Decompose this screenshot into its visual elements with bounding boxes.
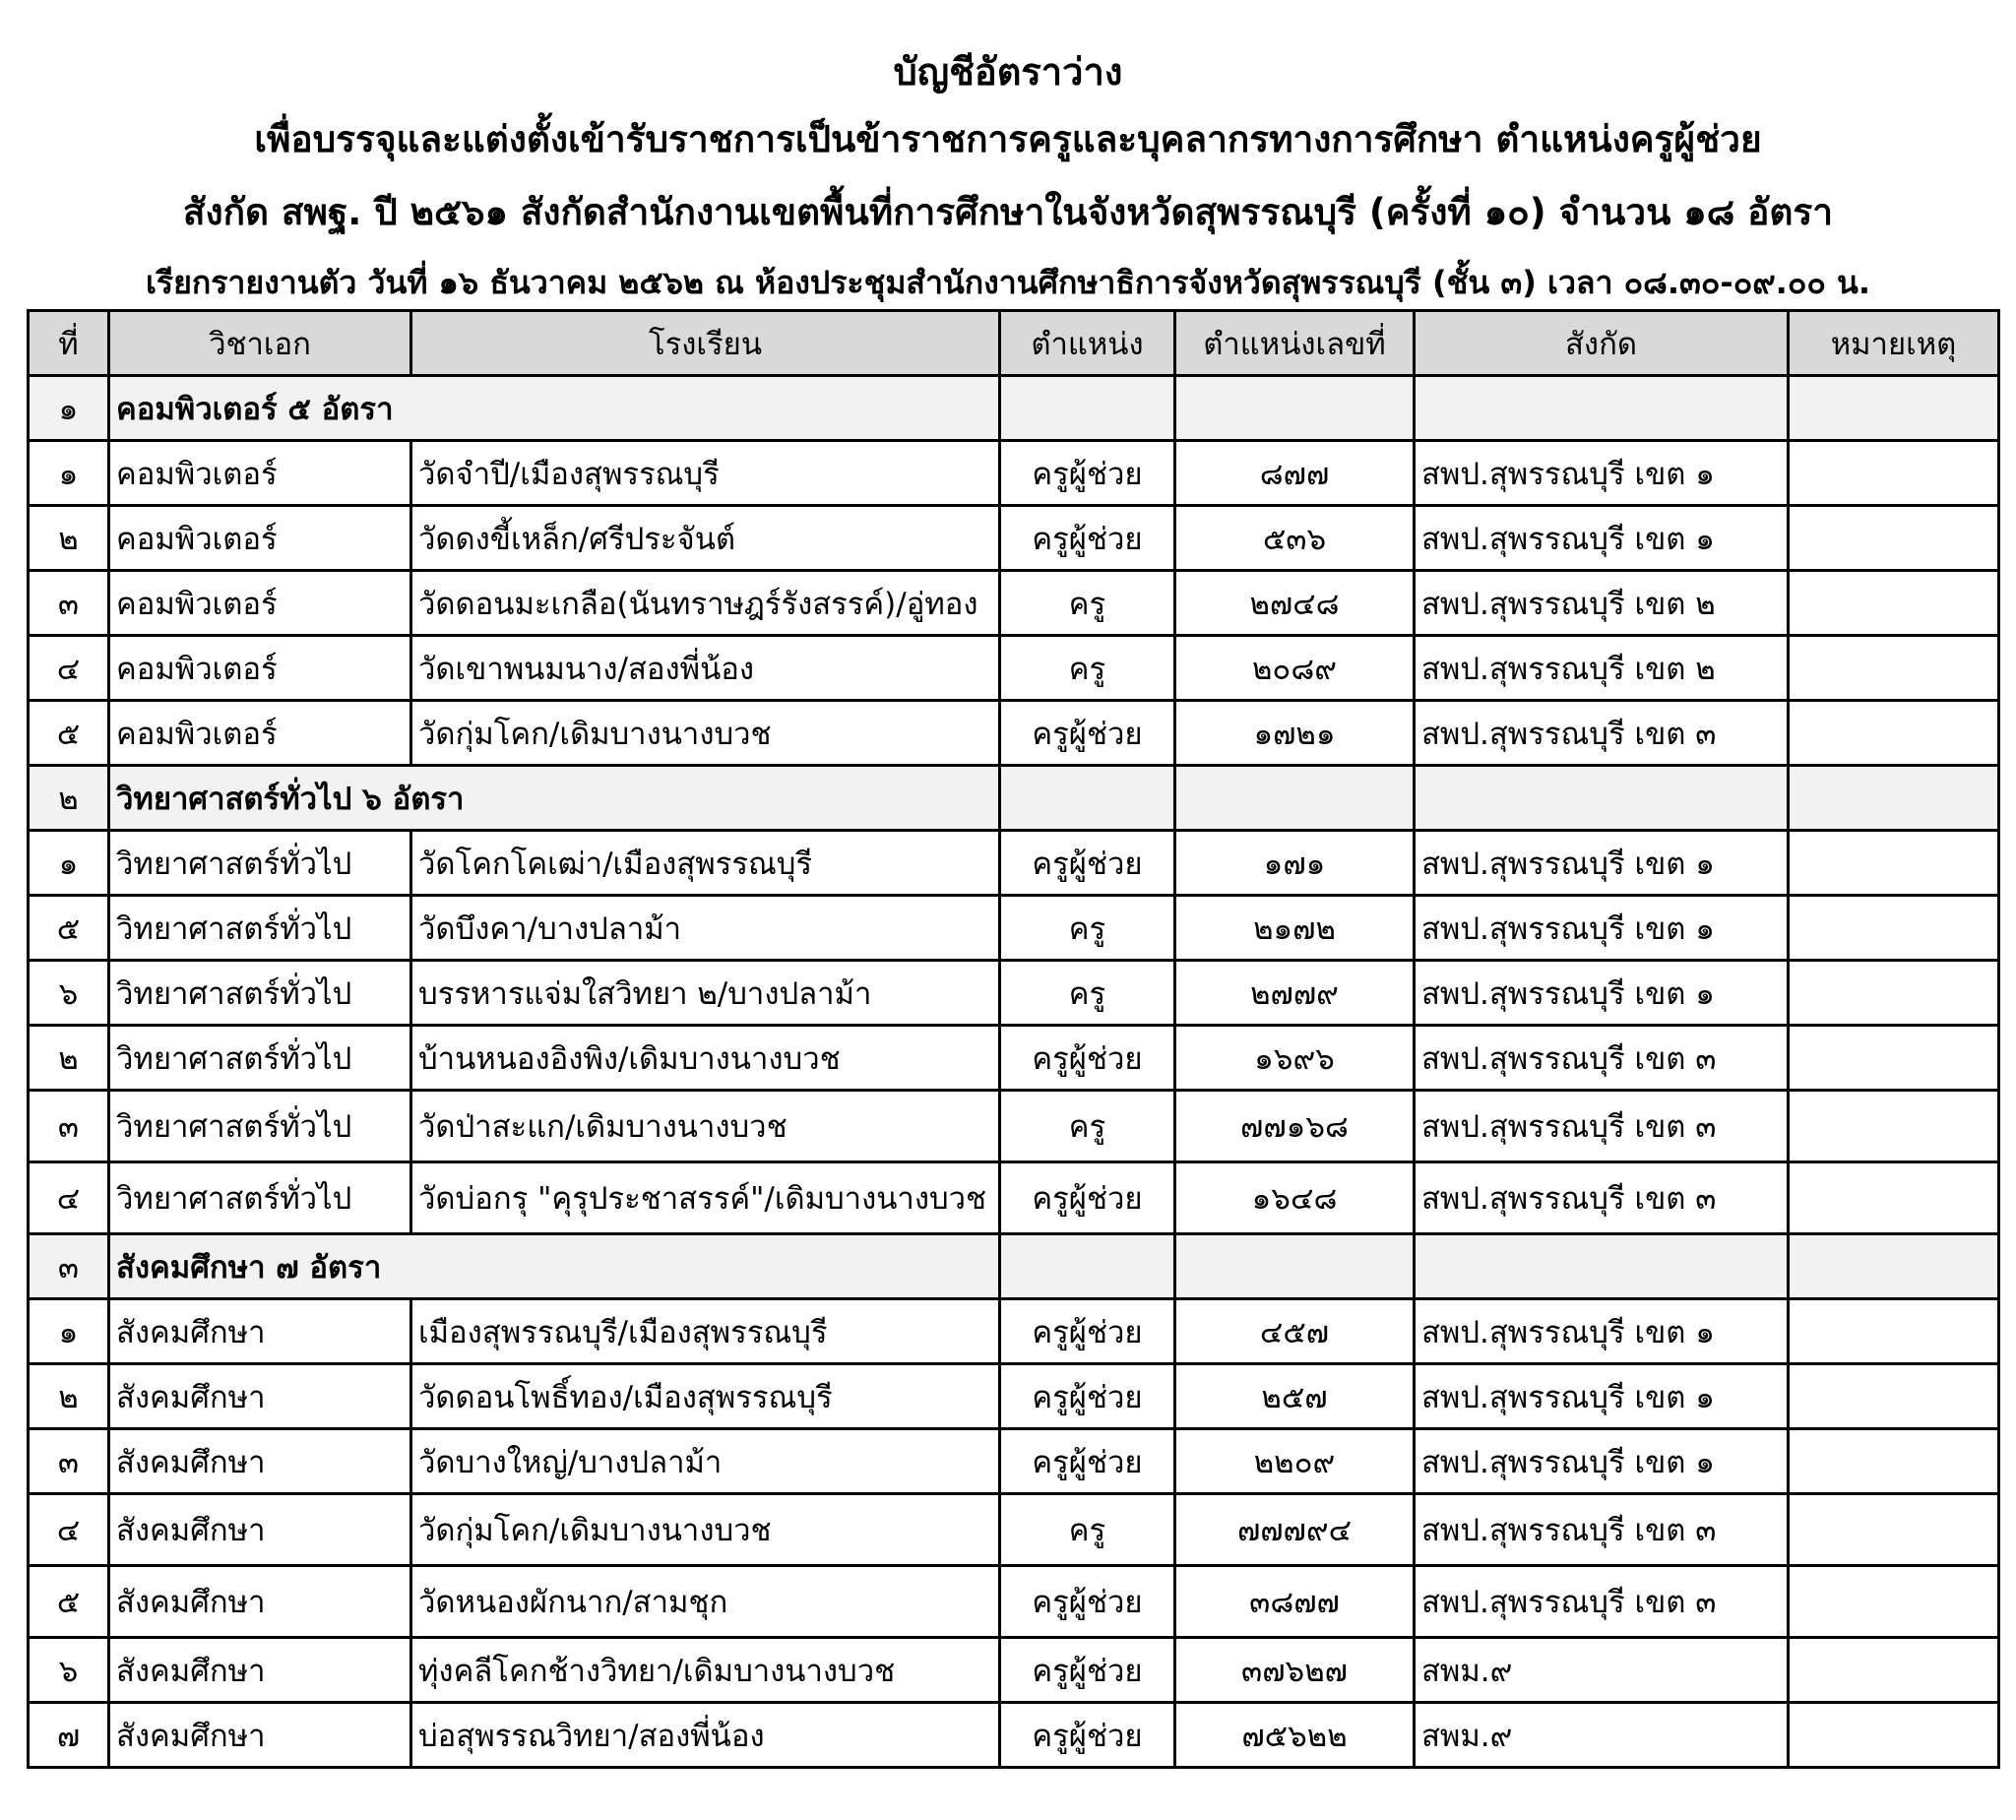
cell-note [1789, 1299, 1999, 1364]
cell-no: ๓ [29, 1429, 109, 1494]
group-title: คอมพิวเตอร์ ๕ อัตรา [109, 376, 1000, 441]
cell-position-no: ๑๗๒๑ [1175, 701, 1415, 766]
col-header-school: โรงเรียน [411, 311, 1000, 376]
cell-school: บรรหารแจ่มใสวิทยา ๒/บางปลาม้า [411, 961, 1000, 1026]
table-header-row [29, 311, 1999, 376]
cell-position: ครูผู้ช่วย [1000, 441, 1175, 506]
empty-cell [1000, 1234, 1175, 1299]
cell-no: ๔ [29, 1162, 109, 1234]
cell-position-no: ๑๖๙๖ [1175, 1026, 1415, 1091]
cell-office: สพป.สุพรรณบุรี เขต ๓ [1415, 1566, 1789, 1638]
cell-position: ครูผู้ช่วย [1000, 1026, 1175, 1091]
cell-school: วัดบ่อกรุ "คุรุประชาสรรค์"/เดิมบางนางบวช [411, 1162, 1000, 1234]
cell-major: วิทยาศาสตร์ทั่วไป [109, 831, 411, 896]
cell-major: วิทยาศาสตร์ทั่วไป [109, 961, 411, 1026]
cell-position-no: ๑๖๔๘ [1175, 1162, 1415, 1234]
table-row [29, 1566, 1999, 1638]
cell-office: สพป.สุพรรณบุรี เขต ๑ [1415, 1429, 1789, 1494]
cell-office: สพป.สุพรรณบุรี เขต ๓ [1415, 1091, 1789, 1162]
cell-no: ๕ [29, 1566, 109, 1638]
cell-major: วิทยาศาสตร์ทั่วไป [109, 1026, 411, 1091]
cell-position-no: ๒๒๐๙ [1175, 1429, 1415, 1494]
cell-no: ๓ [29, 571, 109, 636]
document-title: บัญชีอัตราว่าง [893, 50, 1123, 94]
cell-school: วัดบึงคา/บางปลาม้า [411, 896, 1000, 961]
cell-school: วัดดอนมะเกลือ(นันทราษฎร์รังสรรค์)/อู่ทอง [411, 571, 1000, 636]
table-row [29, 1162, 1999, 1234]
cell-school: วัดดงขี้เหล็ก/ศรีประจันต์ [411, 506, 1000, 571]
cell-position: ครูผู้ช่วย [1000, 701, 1175, 766]
cell-school: วัดดอนโพธิ์ทอง/เมืองสุพรรณบุรี [411, 1364, 1000, 1429]
cell-note [1789, 1162, 1999, 1234]
table-row [29, 1703, 1999, 1768]
table-row [29, 1299, 1999, 1364]
cell-note [1789, 1638, 1999, 1703]
document-subtitle: เพื่อบรรจุและแต่งตั้งเข้ารับราชการเป็นข้าราชการครูและบุคลากรทางการศึกษา ตำแหน่งครูผู้ช่วย [254, 118, 1762, 160]
cell-no: ๗ [29, 1703, 109, 1768]
cell-no: ๑ [29, 441, 109, 506]
cell-note [1789, 1429, 1999, 1494]
cell-position-no: ๕๓๖ [1175, 506, 1415, 571]
table-row [29, 636, 1999, 701]
empty-cell [1789, 376, 1999, 441]
cell-office: สพป.สุพรรณบุรี เขต ๒ [1415, 571, 1789, 636]
cell-no: ๑ [29, 1299, 109, 1364]
table-row [29, 1026, 1999, 1091]
cell-position: ครู [1000, 1494, 1175, 1566]
cell-position-no: ๗๗๗๙๔ [1175, 1494, 1415, 1566]
cell-note [1789, 441, 1999, 506]
table-row [29, 1494, 1999, 1566]
cell-major: คอมพิวเตอร์ [109, 571, 411, 636]
cell-position: ครูผู้ช่วย [1000, 831, 1175, 896]
cell-note [1789, 571, 1999, 636]
cell-note [1789, 636, 1999, 701]
cell-note [1789, 701, 1999, 766]
cell-school: บ่อสุพรรณวิทยา/สองพี่น้อง [411, 1703, 1000, 1768]
cell-no: ๓ [29, 1091, 109, 1162]
cell-no: ๒ [29, 506, 109, 571]
group-header-row [29, 1234, 1999, 1299]
cell-position: ครู [1000, 961, 1175, 1026]
report-schedule: เรียกรายงานตัว วันที่ ๑๖ ธันวาคม ๒๕๖๒ ณ ห้องประชุมสำนักงานศึกษาธิการจังหวัดสุพรรณบุรี (ชั้น ๓) เวลา ๐๘.๓๐-๐๙.๐๐ น. [145, 264, 1871, 301]
cell-note [1789, 961, 1999, 1026]
table-row [29, 1638, 1999, 1703]
cell-school: บ้านหนองอิงพิง/เดิมบางนางบวช [411, 1026, 1000, 1091]
col-header-major: วิชาเอก [109, 311, 411, 376]
cell-no: ๖ [29, 1638, 109, 1703]
empty-cell [1175, 766, 1415, 831]
cell-note [1789, 831, 1999, 896]
cell-office: สพป.สุพรรณบุรี เขต ๑ [1415, 1364, 1789, 1429]
empty-cell [1415, 376, 1789, 441]
table-row [29, 1429, 1999, 1494]
cell-no: ๕ [29, 701, 109, 766]
cell-no: ๒ [29, 1364, 109, 1429]
cell-office: สพม.๙ [1415, 1703, 1789, 1768]
cell-office: สพป.สุพรรณบุรี เขต ๒ [1415, 636, 1789, 701]
cell-school: วัดบางใหญ่/บางปลาม้า [411, 1429, 1000, 1494]
cell-no: ๑ [29, 831, 109, 896]
col-header-position: ตำแหน่ง [1000, 311, 1175, 376]
cell-position-no: ๓๘๗๗ [1175, 1566, 1415, 1638]
cell-office: สพป.สุพรรณบุรี เขต ๓ [1415, 701, 1789, 766]
cell-major: วิทยาศาสตร์ทั่วไป [109, 1162, 411, 1234]
cell-position-no: ๒๐๘๙ [1175, 636, 1415, 701]
group-no: ๓ [29, 1234, 109, 1299]
cell-school: วัดจำปี/เมืองสุพรรณบุรี [411, 441, 1000, 506]
col-header-position-no: ตำแหน่งเลขที่ [1175, 311, 1415, 376]
cell-office: สพป.สุพรรณบุรี เขต ๑ [1415, 441, 1789, 506]
group-no: ๒ [29, 766, 109, 831]
cell-school: วัดหนองผักนาก/สามชุก [411, 1566, 1000, 1638]
cell-position-no: ๒๗๗๙ [1175, 961, 1415, 1026]
cell-office: สพป.สุพรรณบุรี เขต ๑ [1415, 896, 1789, 961]
cell-office: สพป.สุพรรณบุรี เขต ๓ [1415, 1494, 1789, 1566]
cell-office: สพม.๙ [1415, 1638, 1789, 1703]
table-row [29, 896, 1999, 961]
cell-office: สพป.สุพรรณบุรี เขต ๑ [1415, 831, 1789, 896]
table-row [29, 701, 1999, 766]
cell-major: สังคมศึกษา [109, 1494, 411, 1566]
vacancy-table [27, 309, 2000, 1769]
cell-position: ครูผู้ช่วย [1000, 1638, 1175, 1703]
empty-cell [1000, 376, 1175, 441]
cell-note [1789, 1566, 1999, 1638]
cell-position-no: ๓๗๖๒๗ [1175, 1638, 1415, 1703]
cell-note [1789, 1091, 1999, 1162]
group-header-row [29, 766, 1999, 831]
cell-note [1789, 896, 1999, 961]
cell-position-no: ๔๕๗ [1175, 1299, 1415, 1364]
cell-school: วัดกุ่มโคก/เดิมบางนางบวช [411, 1494, 1000, 1566]
cell-major: คอมพิวเตอร์ [109, 506, 411, 571]
empty-cell [1000, 766, 1175, 831]
cell-school: วัดกุ่มโคก/เดิมบางนางบวช [411, 701, 1000, 766]
group-header-row [29, 376, 1999, 441]
col-header-office: สังกัด [1415, 311, 1789, 376]
empty-cell [1175, 376, 1415, 441]
cell-office: สพป.สุพรรณบุรี เขต ๓ [1415, 1026, 1789, 1091]
table-row [29, 831, 1999, 896]
cell-note [1789, 1494, 1999, 1566]
cell-office: สพป.สุพรรณบุรี เขต ๓ [1415, 1162, 1789, 1234]
cell-major: วิทยาศาสตร์ทั่วไป [109, 1091, 411, 1162]
cell-school: วัดเขาพนมนาง/สองพี่น้อง [411, 636, 1000, 701]
cell-position: ครู [1000, 571, 1175, 636]
group-title: สังคมศึกษา ๗ อัตรา [109, 1234, 1000, 1299]
cell-major: คอมพิวเตอร์ [109, 441, 411, 506]
cell-school: ทุ่งคลีโคกช้างวิทยา/เดิมบางนางบวช [411, 1638, 1000, 1703]
cell-major: สังคมศึกษา [109, 1638, 411, 1703]
empty-cell [1789, 1234, 1999, 1299]
cell-major: สังคมศึกษา [109, 1566, 411, 1638]
col-header-note: หมายเหตุ [1789, 311, 1999, 376]
table-row [29, 961, 1999, 1026]
cell-note [1789, 1026, 1999, 1091]
table-row [29, 506, 1999, 571]
table-row [29, 441, 1999, 506]
cell-position-no: ๗๗๑๖๘ [1175, 1091, 1415, 1162]
empty-cell [1789, 766, 1999, 831]
cell-position: ครูผู้ช่วย [1000, 1162, 1175, 1234]
cell-position: ครู [1000, 896, 1175, 961]
cell-school: เมืองสุพรรณบุรี/เมืองสุพรรณบุรี [411, 1299, 1000, 1364]
empty-cell [1415, 766, 1789, 831]
cell-position: ครูผู้ช่วย [1000, 1299, 1175, 1364]
cell-position-no: ๗๕๖๒๒ [1175, 1703, 1415, 1768]
cell-no: ๖ [29, 961, 109, 1026]
cell-major: วิทยาศาสตร์ทั่วไป [109, 896, 411, 961]
cell-no: ๔ [29, 1494, 109, 1566]
cell-note [1789, 1703, 1999, 1768]
cell-major: สังคมศึกษา [109, 1429, 411, 1494]
table-row [29, 1364, 1999, 1429]
cell-school: วัดโคกโคเฒ่า/เมืองสุพรรณบุรี [411, 831, 1000, 896]
cell-position-no: ๒๑๗๒ [1175, 896, 1415, 961]
cell-school: วัดป่าสะแก/เดิมบางนางบวช [411, 1091, 1000, 1162]
cell-position-no: ๒๗๔๘ [1175, 571, 1415, 636]
cell-major: คอมพิวเตอร์ [109, 636, 411, 701]
cell-position: ครูผู้ช่วย [1000, 506, 1175, 571]
cell-position-no: ๘๗๗ [1175, 441, 1415, 506]
cell-note [1789, 506, 1999, 571]
cell-office: สพป.สุพรรณบุรี เขต ๑ [1415, 1299, 1789, 1364]
cell-position: ครูผู้ช่วย [1000, 1364, 1175, 1429]
empty-cell [1175, 1234, 1415, 1299]
cell-major: คอมพิวเตอร์ [109, 701, 411, 766]
cell-no: ๒ [29, 1026, 109, 1091]
table-row [29, 1091, 1999, 1162]
cell-major: สังคมศึกษา [109, 1703, 411, 1768]
cell-office: สพป.สุพรรณบุรี เขต ๑ [1415, 506, 1789, 571]
cell-major: สังคมศึกษา [109, 1299, 411, 1364]
cell-no: ๔ [29, 636, 109, 701]
cell-position: ครู [1000, 1091, 1175, 1162]
cell-position: ครูผู้ช่วย [1000, 1566, 1175, 1638]
col-header-no: ที่ [29, 311, 109, 376]
group-title: วิทยาศาสตร์ทั่วไป ๖ อัตรา [109, 766, 1000, 831]
cell-position: ครูผู้ช่วย [1000, 1703, 1175, 1768]
cell-position: ครู [1000, 636, 1175, 701]
group-no: ๑ [29, 376, 109, 441]
cell-no: ๕ [29, 896, 109, 961]
document-scope: สังกัด สพฐ. ปี ๒๕๖๑ สังกัดสำนักงานเขตพื้นที่การศึกษาในจังหวัดสุพรรณบุรี (ครั้งที่ ๑๐) จำนวน ๑๘ อัตรา [182, 191, 1834, 233]
cell-office: สพป.สุพรรณบุรี เขต ๑ [1415, 961, 1789, 1026]
empty-cell [1415, 1234, 1789, 1299]
cell-position: ครูผู้ช่วย [1000, 1429, 1175, 1494]
cell-position-no: ๑๗๑ [1175, 831, 1415, 896]
cell-major: สังคมศึกษา [109, 1364, 411, 1429]
cell-position-no: ๒๕๗ [1175, 1364, 1415, 1429]
cell-note [1789, 1364, 1999, 1429]
table-row [29, 571, 1999, 636]
